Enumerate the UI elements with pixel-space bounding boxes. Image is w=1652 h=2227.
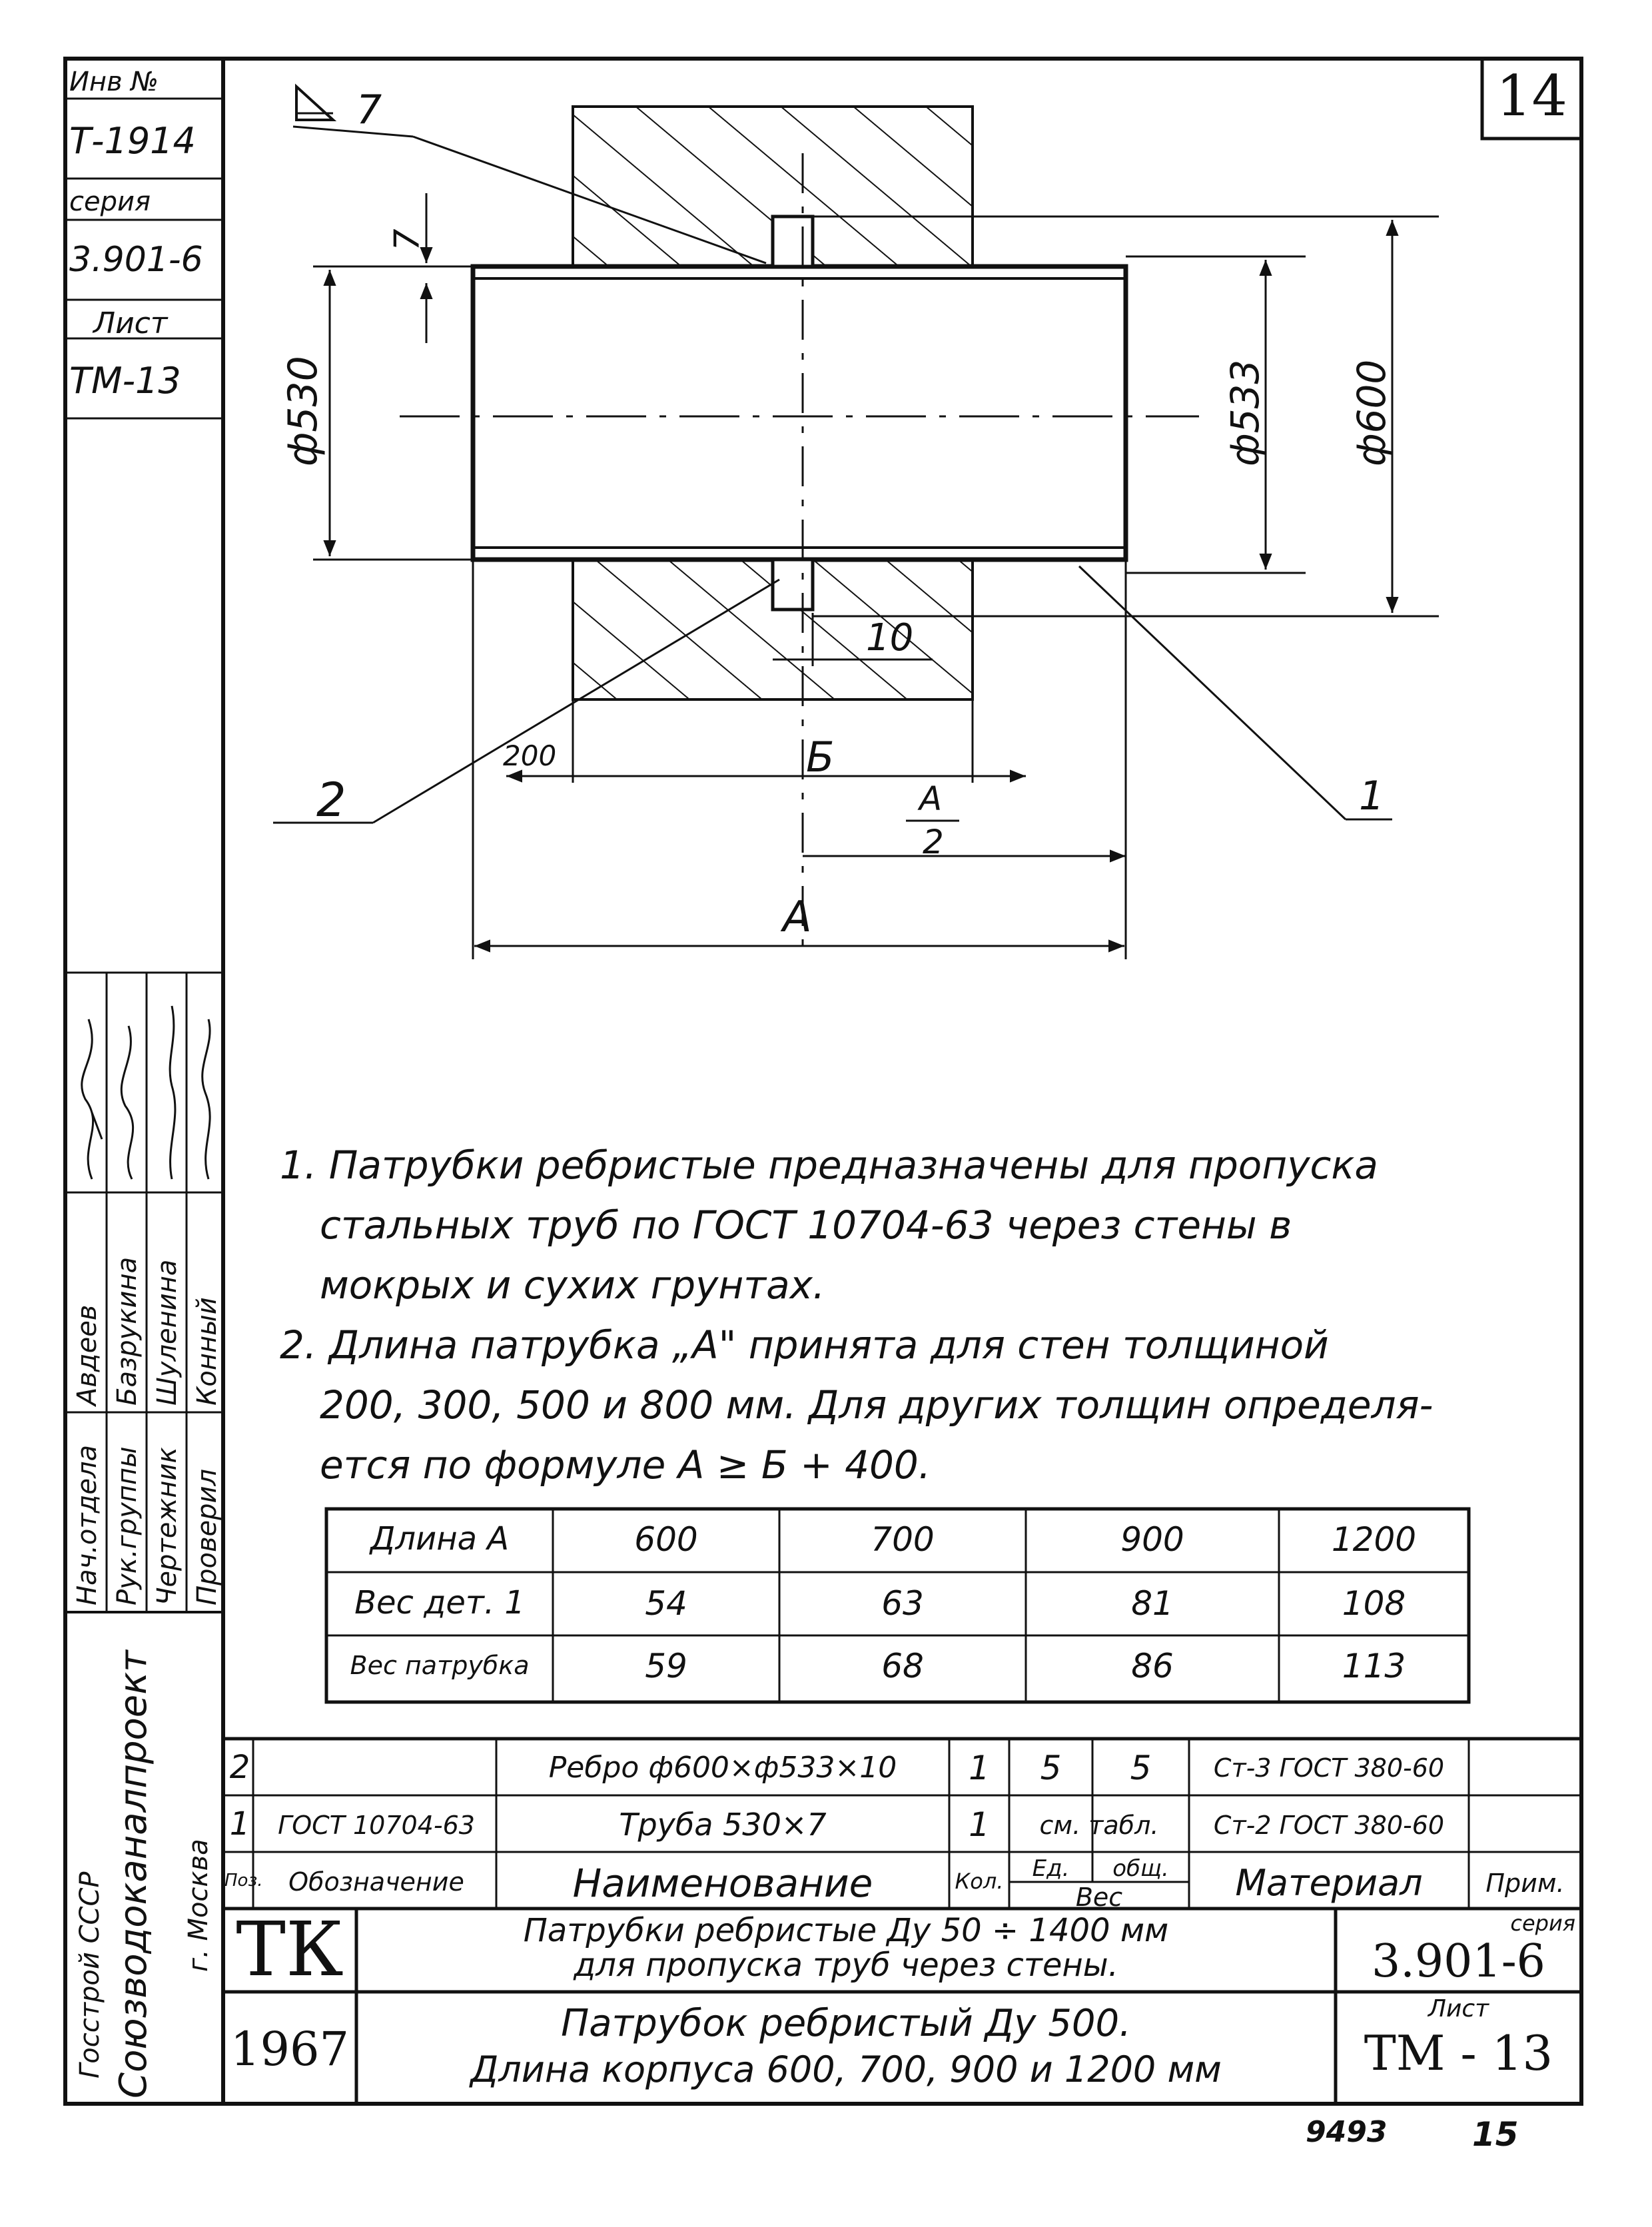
spec-name: Труба 530×7 <box>619 1807 827 1843</box>
table-cell: Вес патрубка <box>350 1651 530 1680</box>
series-label: серия <box>69 187 151 217</box>
organization-institute: Союзводоканалпроект <box>112 1650 155 2098</box>
note-line-3: мокрых и сухих грунтах. <box>320 1262 825 1308</box>
spec-name: Ребро ф600×ф533×10 <box>548 1751 897 1785</box>
spec-header-weight: Вес <box>1075 1883 1123 1912</box>
table-header-cell: 600 <box>634 1520 698 1559</box>
role-group-leader: Рук.группы <box>112 1446 143 1605</box>
sheet-value: ТМ-13 <box>69 360 181 402</box>
table-cell: 54 <box>645 1584 687 1623</box>
sheet-label: Лист <box>93 306 168 340</box>
subtitle-line-1: Патрубок ребристый Ду 500. <box>561 2002 1131 2045</box>
note-line-2: стальных труб по ГОСТ 10704-63 через стены в <box>320 1202 1292 1248</box>
spec-header-total: общ. <box>1112 1855 1169 1882</box>
title-sheet-label: Лист <box>1428 1995 1489 2022</box>
page-number: 15 <box>1472 2115 1519 2154</box>
spec-pos: 1 <box>229 1805 250 1843</box>
table-cell: 68 <box>881 1647 924 1685</box>
spec-designation: ГОСТ 10704-63 <box>278 1811 475 1840</box>
table-cell: 63 <box>881 1584 924 1623</box>
diameter-530-label: ф530 <box>280 356 326 466</box>
spec-header-qty: Кол. <box>955 1869 1004 1894</box>
name-draftsman: Шуленина <box>152 1259 183 1406</box>
position-1-label: 1 <box>1359 773 1385 819</box>
table-header-cell: 700 <box>871 1520 935 1559</box>
role-head-of-department: Нач.отдела <box>72 1444 103 1605</box>
series-value: 3.901-6 <box>69 240 203 280</box>
dimension-200-label: 200 <box>503 739 557 772</box>
position-2-label: 2 <box>316 773 346 827</box>
signature-scribbles <box>65 979 223 1192</box>
weld-size-label: 7 <box>356 87 382 133</box>
name-head-of-department: Авдеев <box>72 1304 103 1406</box>
role-draftsman: Чертежник <box>152 1447 183 1605</box>
note-line-6: ется по формуле А ≥ Б + 400. <box>320 1442 931 1488</box>
spec-qty: 1 <box>969 1805 990 1844</box>
table-header-cell: 900 <box>1120 1520 1184 1559</box>
title-series-value: 3.901-6 <box>1372 1935 1545 1988</box>
half-length-denominator: 2 <box>923 823 944 861</box>
table-header-cell: Длина А <box>370 1520 510 1558</box>
table-cell: 108 <box>1342 1584 1406 1623</box>
wall-thickness-b-label: Б <box>806 733 835 781</box>
gap-dimension: 7 <box>387 228 428 251</box>
table-header-cell: 1200 <box>1331 1520 1417 1559</box>
subtitle-line-2: Длина корпуса 600, 700, 900 и 1200 мм <box>470 2048 1222 2090</box>
spec-header-designation: Обозначение <box>288 1867 464 1897</box>
table-cell: 113 <box>1342 1647 1406 1685</box>
spec-total-weight: 5 <box>1130 1749 1152 1787</box>
sheet-number: 14 <box>1496 63 1567 129</box>
title-line-1: Патрубки ребристые Ду 50 ÷ 1400 мм <box>523 1912 1169 1949</box>
organization-ministry: Госстрой СССР <box>75 1871 105 2078</box>
note-line-1: 1. Патрубки ребристые предназначены для пропуска <box>280 1142 1378 1188</box>
inv-label: Инв № <box>69 67 159 97</box>
spec-header-material: Материал <box>1235 1862 1423 1904</box>
archive-code: 9493 <box>1306 2115 1388 2149</box>
spec-material: Ст-2 ГОСТ 380-60 <box>1213 1811 1445 1840</box>
spec-header-unit: Ед. <box>1032 1855 1070 1882</box>
table-cell: 86 <box>1131 1647 1174 1685</box>
table-cell: Вес дет. 1 <box>354 1584 525 1621</box>
half-length-numerator: А <box>919 779 943 818</box>
name-group-leader: Базрукина <box>112 1256 143 1406</box>
spec-header-pos: Поз. <box>224 1871 263 1891</box>
title-sheet-value: ТМ - 13 <box>1364 2025 1553 2081</box>
diameter-533-label: ф533 <box>1222 359 1268 466</box>
spec-unit-weight: 5 <box>1040 1749 1062 1787</box>
title-series-label: серия <box>1510 1911 1575 1936</box>
spec-header-name: Наименование <box>572 1861 873 1906</box>
organization-city: г. Москва <box>183 1839 214 1972</box>
year: 1967 <box>230 2022 350 2076</box>
length-a-label: А <box>783 893 812 942</box>
tk-mark: ТК <box>236 1907 344 1993</box>
note-line-5: 200, 300, 500 и 800 мм. Для других толщин определя- <box>320 1382 1434 1428</box>
inv-value: Т-1914 <box>69 120 196 162</box>
spec-pos: 2 <box>229 1749 250 1786</box>
diameter-600-label: ф600 <box>1349 359 1394 466</box>
dimension-10-label: 10 <box>866 616 914 660</box>
spec-header-note: Прим. <box>1485 1869 1565 1898</box>
title-line-2: для пропуска труб через стены. <box>574 1947 1118 1984</box>
table-cell: 81 <box>1131 1584 1174 1623</box>
spec-qty: 1 <box>969 1749 990 1787</box>
spec-material: Ст-3 ГОСТ 380-60 <box>1213 1753 1445 1783</box>
table-cell: 59 <box>645 1647 687 1685</box>
note-line-4: 2. Длина патрубка „А" принята для стен толщиной <box>280 1322 1329 1368</box>
role-checker: Проверил <box>192 1468 222 1605</box>
name-checker: Конный <box>192 1297 222 1406</box>
spec-unit-weight: см. табл. <box>1039 1811 1159 1840</box>
